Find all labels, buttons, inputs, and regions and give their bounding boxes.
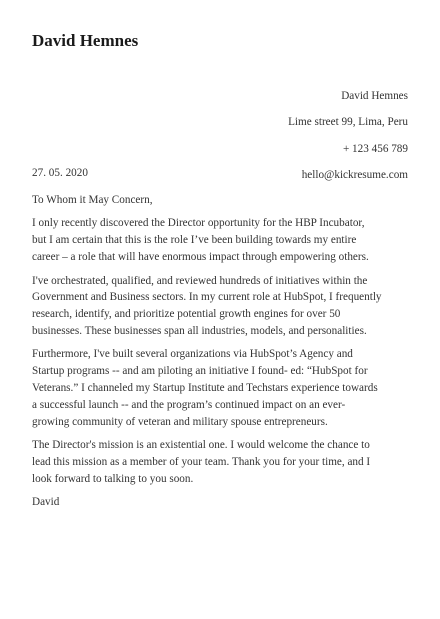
- author-name: David Hemnes: [32, 31, 139, 50]
- paragraph-line: Veterans.” I channeled my Startup Institute and Techstars experience towards: [32, 382, 378, 395]
- paragraph-1: [32, 215, 417, 265]
- paragraph-2: [32, 273, 417, 340]
- paragraph-line: businesses. These businesses span all industries, models, and personalities.: [32, 324, 367, 337]
- contact-block: [288, 90, 408, 195]
- salutation: To Whom it May Concern,: [32, 194, 153, 206]
- letter-date: 27. 05. 2020: [32, 167, 88, 179]
- paragraph-line: lead this mission as a member of your team. Thank you for your time, and I: [32, 455, 371, 468]
- paragraph-line: Government and Business sectors. In my current role at HubSpot, I frequently: [32, 291, 382, 304]
- paragraph-line: The Director's mission is an existential one. I would welcome the chance to: [32, 439, 370, 452]
- contact-email: hello@kickresume.com: [301, 168, 408, 181]
- paragraph-line: career – a role that will have enormous impact through empowering others.: [32, 251, 369, 264]
- paragraph-line: Furthermore, I've built several organizations via HubSpot’s Agency and: [32, 348, 353, 361]
- paragraph-line: growing community of veteran and military spouse entrepreneurs.: [32, 415, 328, 428]
- signoff: David: [32, 496, 60, 509]
- paragraph-line: but I am certain that this is the role I’ve been building towards my entire: [32, 234, 357, 247]
- paragraph-line: Startup programs -- and am piloting an initiative I found- ed: “HubSpot for: [32, 365, 368, 378]
- contact-phone: + 123 456 789: [342, 142, 408, 155]
- letter-body: [32, 192, 417, 518]
- paragraph-line: look forward to talking to you soon.: [32, 472, 194, 485]
- paragraph-line: research, identify, and prioritize potential growth engines for over 50: [32, 308, 341, 321]
- paragraph-4: [32, 437, 417, 487]
- paragraph-line: I've orchestrated, qualified, and reviewed hundreds of initiatives within the: [32, 274, 368, 287]
- contact-address: Lime street 99, Lima, Peru: [288, 116, 408, 129]
- contact-name: David Hemnes: [341, 90, 408, 102]
- paragraph-line: I only recently discovered the Director opportunity for the HBP Incubator,: [32, 217, 365, 230]
- paragraph-3: [32, 346, 417, 430]
- paragraph-line: a successful launch -- and the program’s continued impact on an ever-: [32, 398, 346, 411]
